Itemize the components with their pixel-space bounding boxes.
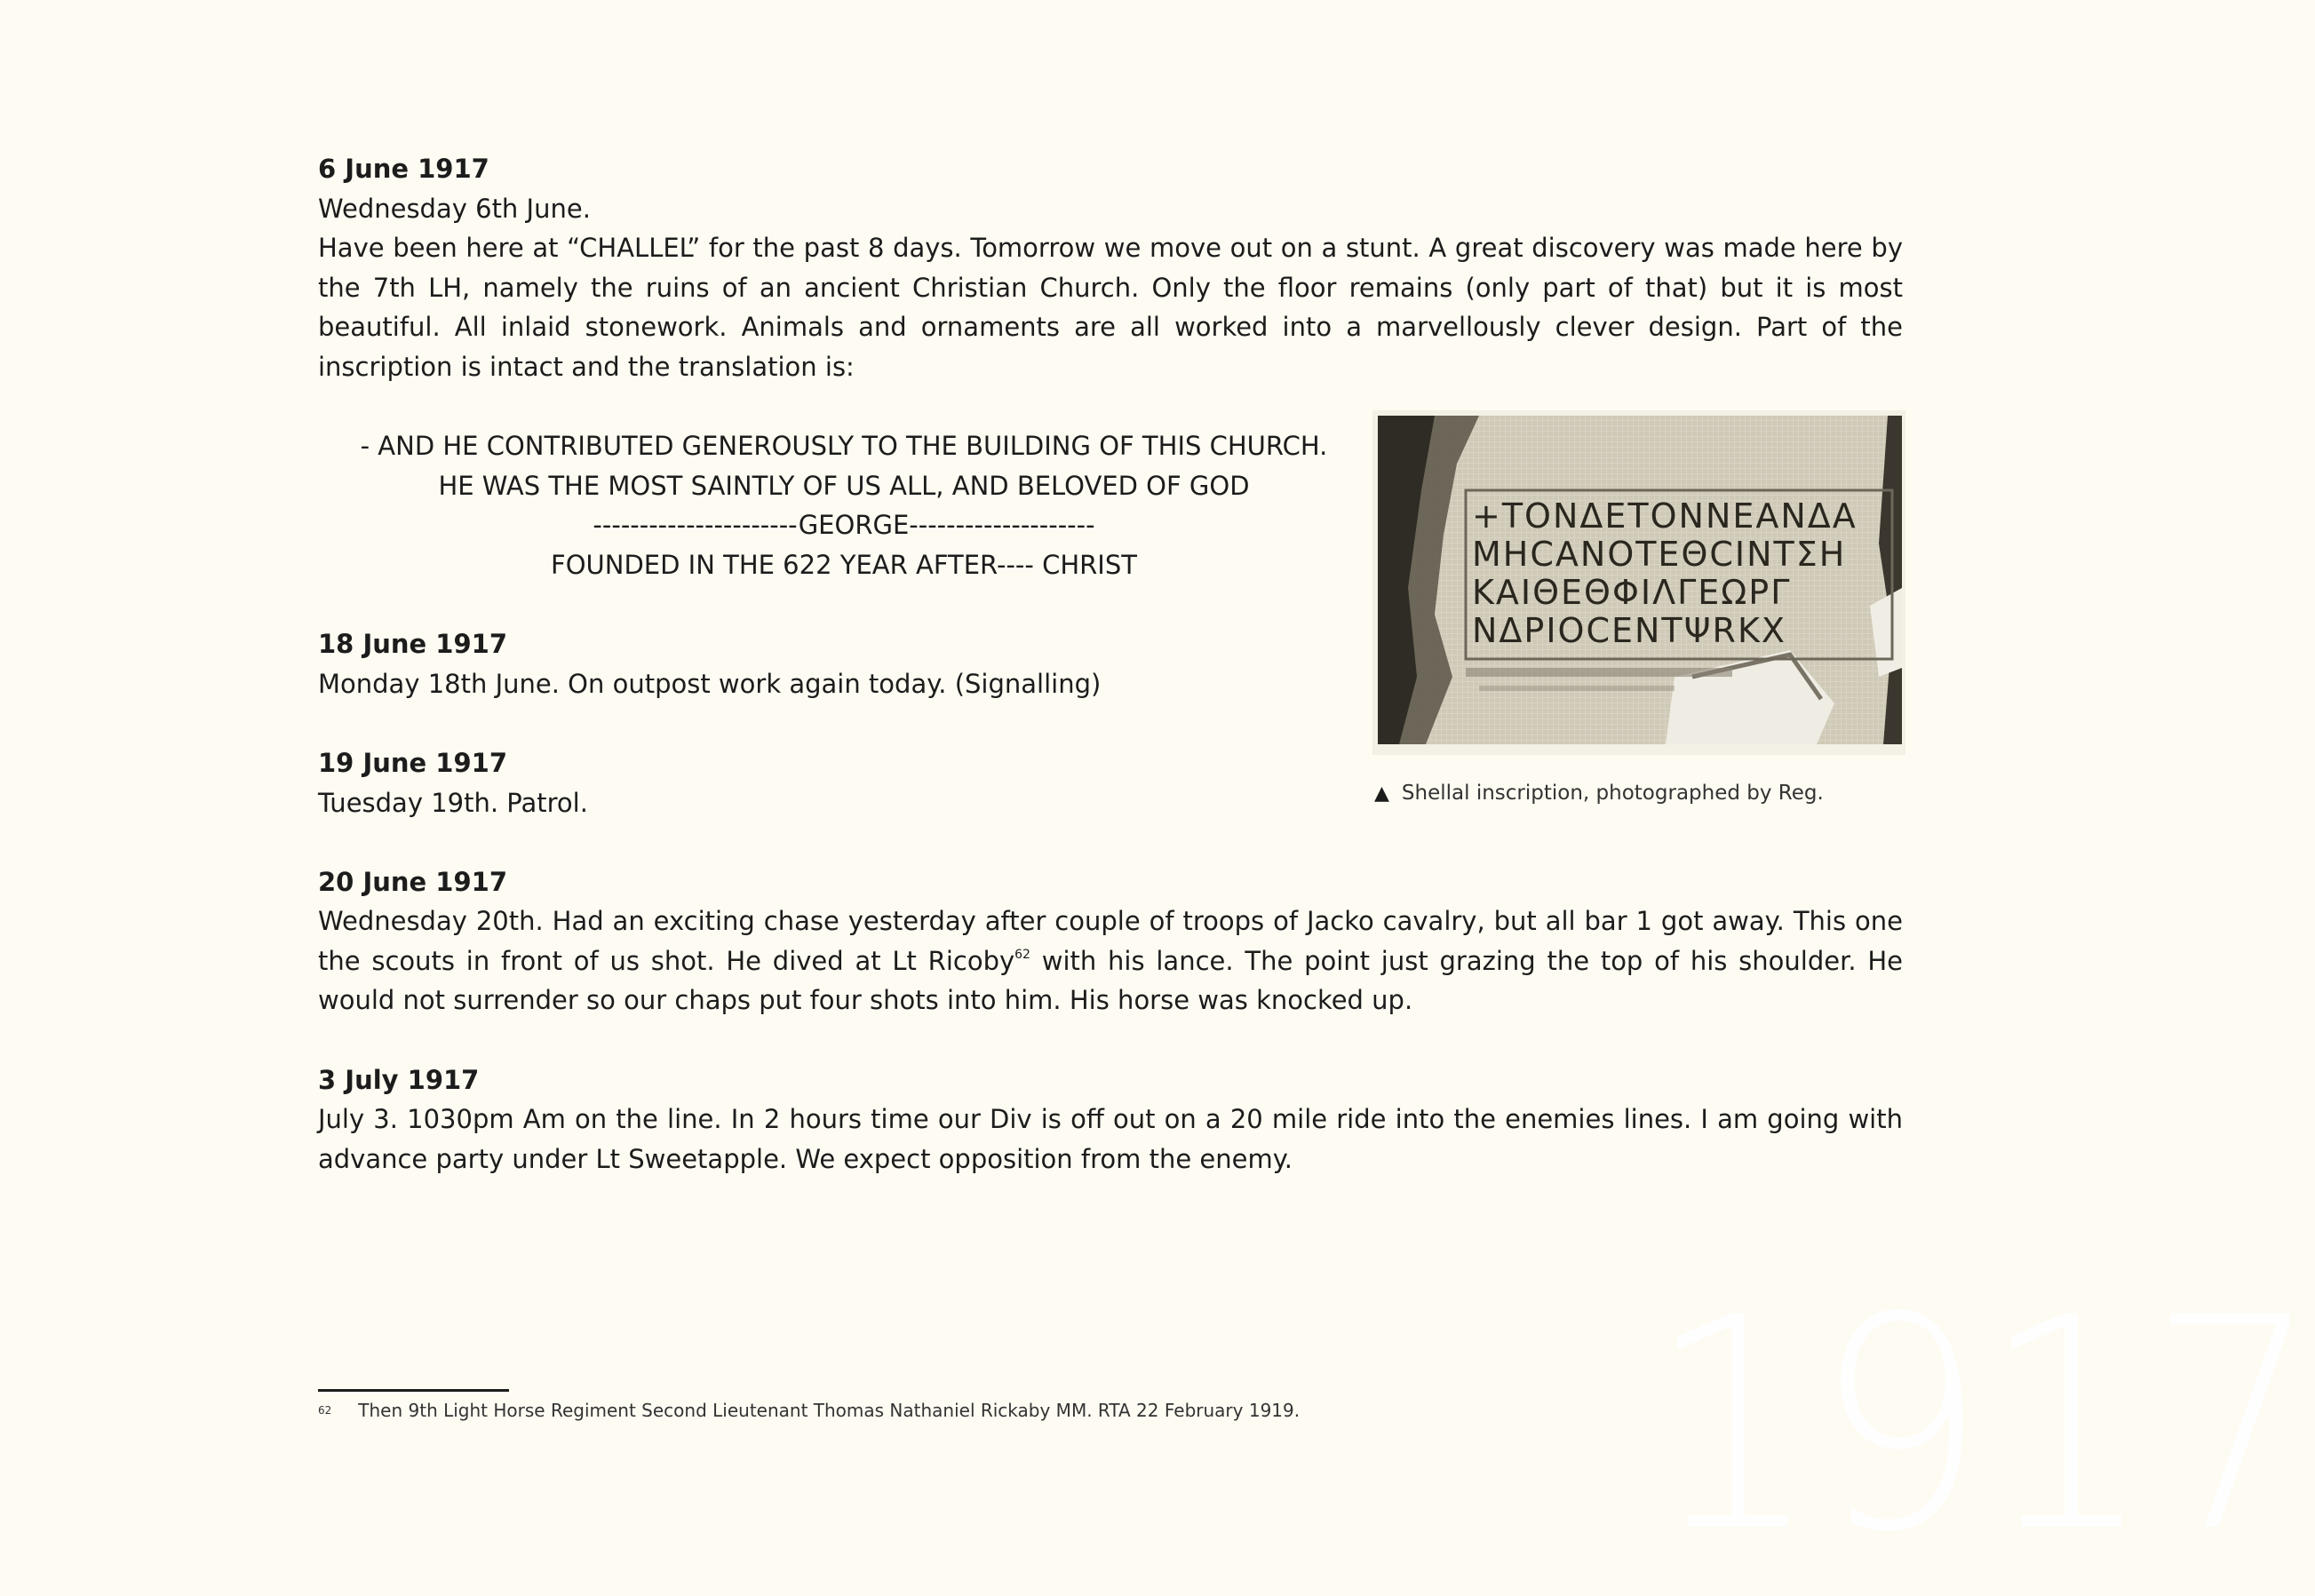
inscription-line: ΚΑΙΘΕΘΦΙΛΓΕΩΡΓ: [1472, 573, 1792, 612]
entry-date: 18 June 1917: [318, 629, 508, 660]
inscription-line: ΝΔΡΙΟCΕΝΤΨRΚΧ: [1472, 611, 1786, 650]
footnote: [318, 1398, 1300, 1423]
inscription-line: ΜΗCΑΝΟΤΕΘCΙΝΤΣΗ: [1472, 535, 1847, 574]
footnote-divider: [318, 1389, 509, 1392]
entry-date: 3 July 1917: [318, 1064, 480, 1095]
entry-date: 6 June 1917: [318, 154, 489, 184]
entry-text: Tuesday 19th. Patrol.: [318, 787, 588, 818]
entry-text: July 3. 1030pm Am on the line. In 2 hours time our Div is off out on a 20 mile ride into the enemies lines. I am going with advance party under Lt Sweetapple. We expect opposition from the enemy.: [318, 1104, 1903, 1174]
inscription-photo: [1372, 410, 1905, 755]
entry-text: Wednesday 20th. Had an exciting chase yesterday after couple of troops of Jacko cavalry, but all bar 1 got away. This one the scouts in front of us shot. He dived at Lt Ricoby$^{62}$ with his lance. The point just grazing the top of his shoulder. He would not surrender so our chaps put four shots into him. His horse was knocked up.: [318, 906, 1903, 1016]
quote-line: HE WAS THE MOST SAINTLY OF US ALL, AND BELOVED OF GOD: [438, 470, 1250, 501]
entry-20-june: [318, 862, 1903, 1020]
entry-3-july: [318, 1060, 1903, 1179]
footnote-text: Then 9th Light Horse Regiment Second Lieutenant Thomas Nathaniel Rickaby MM. RTA 22 February 1919.: [358, 1400, 1301, 1421]
quote-line: ----------------------GEORGE--------------------: [593, 510, 1095, 541]
inscription-line: +ΤΟΝΔΕΤΟΝΝΕΑΝΔΑ: [1472, 496, 1858, 536]
inscription-translation: [318, 426, 1370, 584]
entry-date: 20 June 1917: [318, 866, 508, 897]
footnote-number: 62: [318, 1404, 332, 1417]
year-watermark: 1917: [1648, 1255, 2315, 1596]
caption-text: Shellal inscription, photographed by Reg.: [1401, 782, 1824, 805]
entry-text: Have been here at “CHALLEL” for the past 8 days. Tomorrow we move out on a stunt. A great discovery was made here by the 7th LH, namely the ruins of an ancient Christian Church. Only the floor remains (only part of that) but it is most beautiful. All inlaid stonework. Animals and ornaments are all worked into a marvellously clever design. Part of the inscription is intact and the translation is:: [318, 233, 1903, 382]
entry-date: 19 June 1917: [318, 747, 508, 778]
entry-text: Wednesday 6th June.: [318, 193, 591, 224]
quote-line: FOUNDED IN THE 622 YEAR AFTER---- CHRIST: [551, 549, 1137, 580]
triangle-icon: ▲: [1374, 782, 1389, 805]
quote-line: - AND HE CONTRIBUTED GENEROUSLY TO THE BUILDING OF THIS CHURCH.: [360, 431, 1328, 462]
entry-text: Monday 18th June. On outpost work again today. (Signalling): [318, 668, 1102, 699]
photo-caption: [1374, 780, 1824, 807]
footnote-ref[interactable]: 62: [1014, 948, 1030, 963]
